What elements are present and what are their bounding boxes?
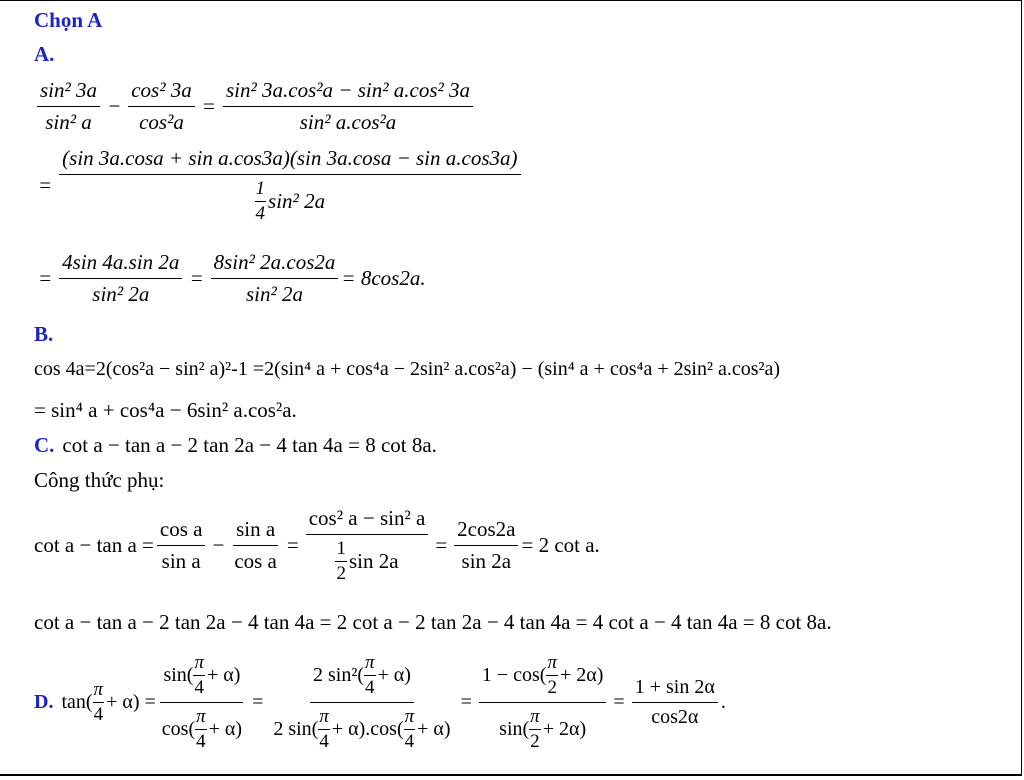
fraction: $\frac{2\cos 2a}{\sin 2a}$ <box>454 517 518 574</box>
section-a-line3: = $\frac{4\sin 4a.\sin 2a}{\text{sin² 2a}}$ = $\frac{\text{8sin² 2a.cos2a}}{\text{sin² 2a}}$ = 8cos2a. <box>38 250 426 306</box>
fraction: $\frac{\text{sin a}}{\text{cos a}}$ <box>234 517 277 573</box>
fraction: $\frac{\text{cos a}}{\text{sin a}}$ <box>157 517 206 574</box>
fraction: $\frac{4\sin 4a.\sin 2a}{\text{sin² 2a}}$ <box>59 250 182 307</box>
fraction: cos² a − sin² a $\frac{1}{2}$ sin 2a <box>306 506 429 585</box>
aux-formula: cot a − tan a = $\frac{\text{cos a}}{\text{sin a}}$ − $\frac{\text{sin a}}{\text{cos a}}$ = cos² a − sin² a $\frac{1}{2}$ sin 2a = $\frac{2\cos 2a}{\sin 2a}$ = 2 cot a. <box>34 506 600 584</box>
aux-label: Công thức phụ: <box>34 468 165 492</box>
fraction: sin( $\frac{\pi}{4}$ + α) cos( $\frac{\pi}{4}$ + α) <box>161 652 243 752</box>
fraction: $\frac{\text{cos² 3a}}{\text{cos²a}}$ <box>128 78 195 135</box>
section-b-line1: cos 4a=2(cos²a − sin² a)²-1 =2(sin⁴ a + cos⁴a − 2sin² a.cos²a) − (sin⁴ a + cos⁴a + 2sin² a.cos²a) <box>34 358 781 380</box>
section-a-line1: $\frac{\text{sin² 3a}}{\text{sin² a}}$ − $\frac{\text{cos² 3a}}{\text{cos²a}}$ = $\frac{\text{sin² 3a.cos²a − sin² a.cos² 3a}}{\text{sin² a.cos²a}}$ <box>34 78 476 135</box>
section-c-statement: cot a − tan a − 2 tan 2a − 4 tan 4a = 8 cot 8a. <box>62 433 437 457</box>
section-a-line2: = (sin 3a.cosa + sin a.cos3a)(sin 3a.cosa − sin a.cos3a) $\frac{1}{4}$ sin² 2a <box>34 146 524 225</box>
label-c: C. <box>34 433 55 457</box>
fraction: $\frac{\text{sin² 3a}}{\text{sin² a}}$ <box>37 78 100 135</box>
label-d: D. <box>34 691 54 713</box>
section-c-final: cot a − tan a − 2 tan 2a − 4 tan 4a = 2 cot a − 2 tan 2a − 4 tan 4a = 4 cot a − 4 tan 4a = 8 cot 8a. <box>34 610 832 634</box>
answer-title: Chọn A <box>34 8 103 32</box>
label-a: A. <box>34 42 55 66</box>
fraction: $\frac{\text{8sin² 2a.cos2a}}{\text{sin² 2a}}$ <box>211 250 339 307</box>
fraction: 1 − cos( $\frac{\pi}{2}$ + 2α) sin( $\frac{\pi}{2}$ + 2α) <box>479 652 607 753</box>
section-d-line: D. tan( $\frac{\pi}{4}$ + α) = sin( $\frac{\pi}{4}$ + α) cos( $\frac{\pi}{4}$ + α) = 2 sin²( $\frac{\pi}{4}$ + α) 2 sin( $\frac{\pi}{4}$ + α).cos( $\frac{\pi}{4}$ + α) = 1 − cos( $\frac{\pi}{2}$ + 2α) sin( $\frac{\pi}{2}$ + 2α) = $\frac{1 + \sin 2\alpha}{\cos 2\alpha}$ . <box>34 652 726 752</box>
fraction: $\frac{1 + \sin 2\alpha}{\cos 2\alpha}$ <box>632 676 718 729</box>
fraction: $\frac{\text{sin² 3a.cos²a − sin² a.cos² 3a}}{\text{sin² a.cos²a}}$ <box>223 78 473 135</box>
fraction: 2 sin²( $\frac{\pi}{4}$ + α) 2 sin( $\frac{\pi}{4}$ + α).cos( $\frac{\pi}{4}$ + α) <box>273 652 451 752</box>
section-b-line2: = sin⁴ a + cos⁴a − 6sin² a.cos²a. <box>34 398 297 422</box>
label-b: B. <box>34 322 54 346</box>
fraction: (sin 3a.cosa + sin a.cos3a)(sin 3a.cosa − sin a.cos3a) $\frac{1}{4}$ sin² 2a <box>59 146 520 225</box>
section-c-line <box>34 433 437 458</box>
